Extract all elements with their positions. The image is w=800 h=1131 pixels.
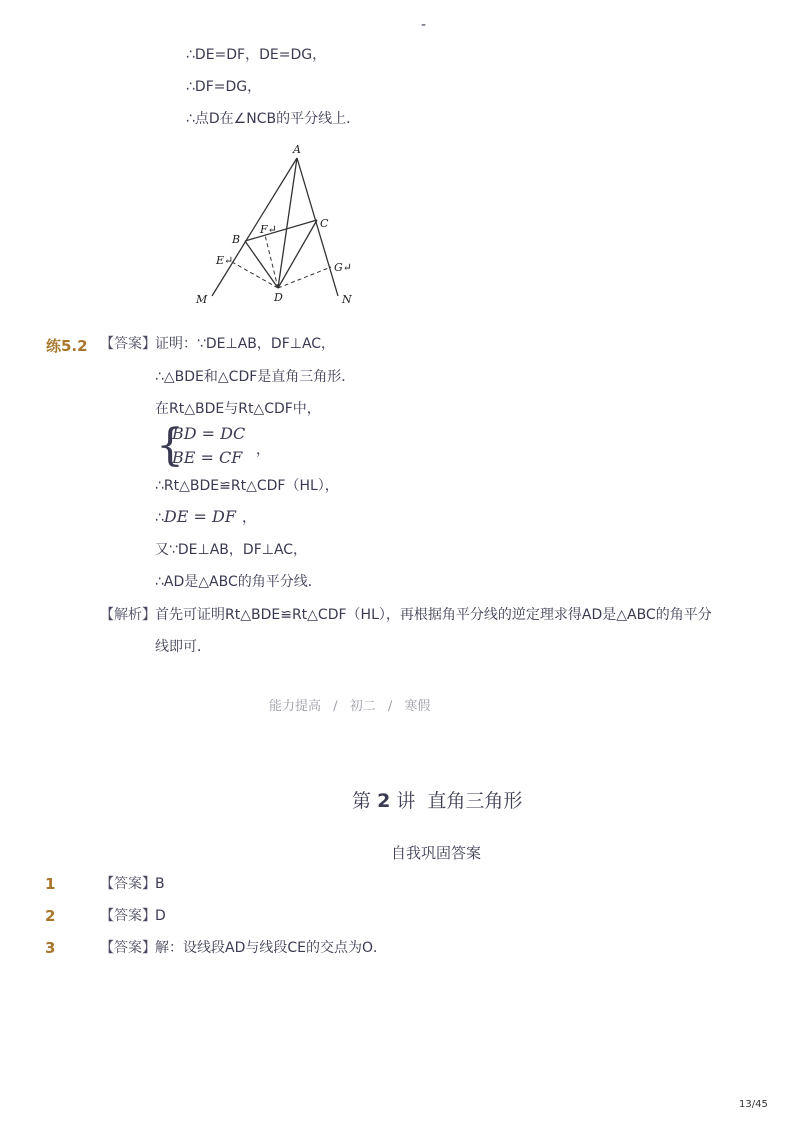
- proof-line-math: [155, 507, 256, 527]
- label-f: F↵: [260, 223, 277, 236]
- answer-number: 1: [45, 875, 56, 893]
- proof-line: ∴△BDE和△CDF是直角三角形．: [155, 369, 356, 385]
- lecture-number: 2: [377, 790, 391, 812]
- answer-number: 3: [45, 939, 56, 957]
- analysis-line: 首先可证明Rt△BDE≌Rt△CDF（HL），再根据角平分线的逆定理求得AD是△ABC的角平分: [155, 607, 712, 623]
- label-n: N: [342, 293, 352, 306]
- proof-line: ∴DE=DF，DE=DG，: [186, 47, 327, 63]
- answer-tag: 【答案】: [100, 940, 156, 956]
- line-am: [212, 158, 297, 296]
- line-ad: [278, 158, 297, 288]
- analysis-tag: 【解析】: [100, 607, 156, 623]
- footer-breadcrumb: [269, 695, 430, 714]
- lecture-heading: [352, 786, 522, 813]
- answer-text: B: [155, 876, 165, 892]
- footer-separator: /: [387, 699, 393, 714]
- lecture-title: 直角三角形: [427, 790, 523, 812]
- line-de: [232, 262, 278, 288]
- proof-line: 又∵DE⊥AB，DF⊥AC，: [155, 542, 308, 558]
- label-d: D: [274, 291, 283, 304]
- line-bd: [245, 241, 278, 288]
- system-comma: ，: [256, 442, 270, 458]
- label-a: A: [293, 143, 301, 156]
- section-title: 自我巩固答案: [391, 844, 482, 862]
- proof-line: ∴DF=DG，: [186, 79, 262, 95]
- proof-line: 在Rt△BDE与Rt△CDF中，: [155, 401, 321, 417]
- page-number: 13/45: [739, 1099, 768, 1110]
- label-b: B: [232, 233, 241, 246]
- proof-line: 证明：∵DE⊥AB，DF⊥AC，: [155, 336, 336, 352]
- label-e: E↵: [216, 254, 234, 267]
- label-m: M: [196, 293, 208, 306]
- answer-text: D: [155, 908, 166, 924]
- answer-tag: 【答案】: [100, 876, 156, 892]
- lecture-suffix: 讲: [396, 790, 416, 812]
- line-df: [265, 235, 278, 288]
- comma: ，: [241, 510, 256, 526]
- lecture-prefix: 第: [352, 790, 372, 812]
- top-mark: -: [421, 17, 427, 33]
- line-an: [297, 158, 338, 296]
- footer-part: 寒假: [404, 699, 431, 714]
- system-eq-1: BD = DC: [172, 424, 246, 443]
- exercise-number: 练5.2: [46, 337, 88, 355]
- label-g: G↵: [334, 261, 353, 274]
- label-c: C: [320, 217, 329, 230]
- answer-tag: 【答案】: [100, 336, 156, 352]
- footer-part: 能力提高: [269, 699, 322, 714]
- system-brace: {: [156, 420, 184, 471]
- proof-line: ∴Rt△BDE≌Rt△CDF（HL），: [155, 478, 339, 494]
- math-de-df: DE = DF: [163, 507, 236, 526]
- analysis-line: 线即可．: [155, 639, 211, 655]
- line-dg: [278, 267, 331, 288]
- therefore-symbol: ∴: [155, 510, 164, 526]
- answer-text: 解：设线段AD与线段CE的交点为O．: [155, 940, 387, 956]
- system-eq-2: BE = CF: [172, 448, 243, 467]
- answer-tag: 【答案】: [100, 908, 156, 924]
- proof-line: ∴AD是△ABC的角平分线．: [155, 574, 322, 590]
- answer-number: 2: [45, 907, 56, 925]
- proof-line: ∴点D在∠NCB的平分线上．: [186, 111, 361, 127]
- footer-part: 初二: [349, 699, 376, 714]
- geometry-figure: [190, 140, 370, 310]
- footer-separator: /: [333, 699, 338, 714]
